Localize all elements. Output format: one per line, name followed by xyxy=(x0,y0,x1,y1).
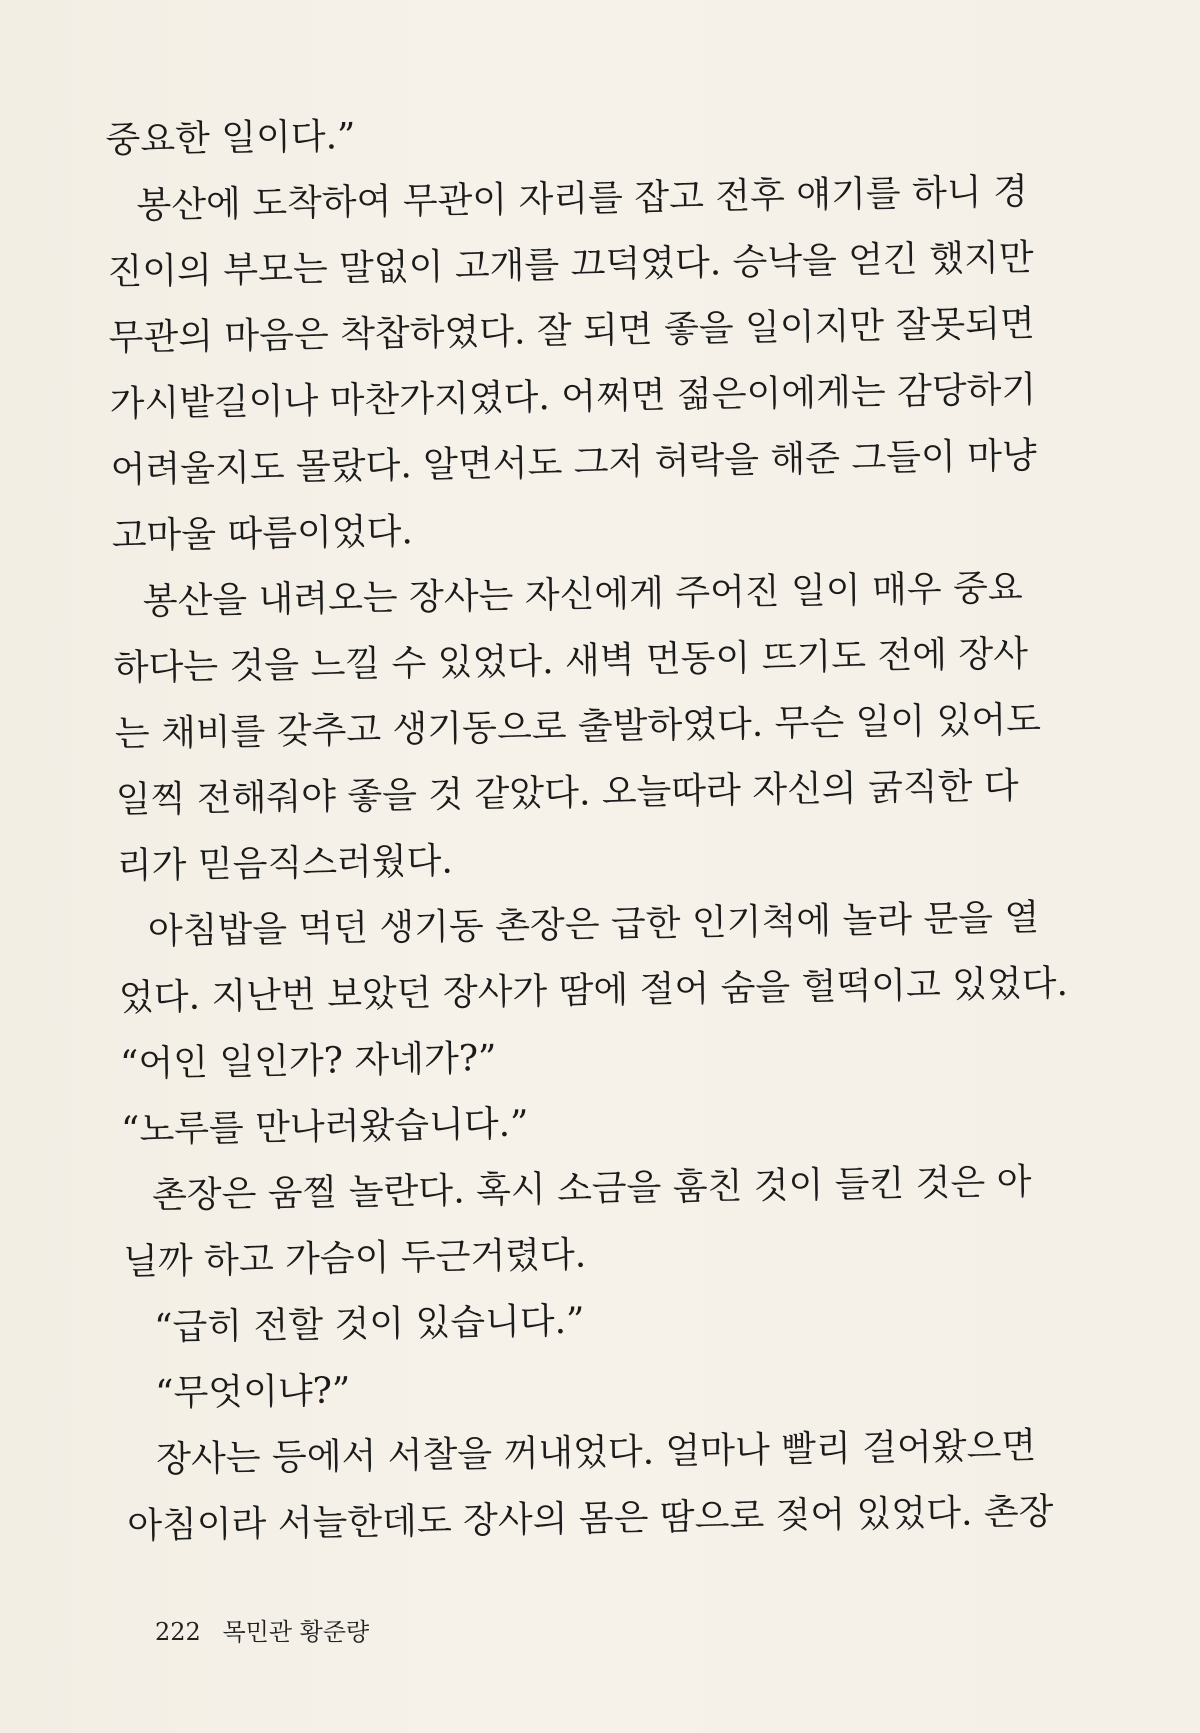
text-line: 리가 믿음직스러웠다. xyxy=(116,840,454,887)
text-line: 어려울지도 몰랐다. 알면서도 그저 허락을 해준 그들이 마냥 xyxy=(110,435,1038,491)
text-line: 촌장은 움찔 놀란다. 혹시 소금을 훔친 것이 들킨 것은 아 xyxy=(151,1161,1032,1217)
text-line: 중요한 일이다.” xyxy=(105,116,356,161)
text-line: 아침밥을 먹던 생기동 촌장은 급한 인기척에 놀라 문을 열 xyxy=(147,897,1040,953)
text-line: 봉산에 도착하여 무관이 자리를 잡고 전후 얘기를 하니 경 xyxy=(136,171,1029,227)
text-line: 진이의 부모는 말없이 고개를 끄덕였다. 승낙을 얻긴 했지만 xyxy=(107,237,1034,293)
text-line: 아침이라 서늘한데도 장사의 몸은 땀으로 젖어 있었다. 촌장 xyxy=(126,1491,1054,1547)
text-line: 하다는 것을 느낄 수 있었다. 새벽 먼동이 뜨기도 전에 장사 xyxy=(113,633,1029,689)
text-line: 었다. 지난번 보았던 장사가 땀에 절어 숨을 헐떡이고 있었다. xyxy=(118,962,1069,1019)
dialogue-line: “급히 전할 것이 있습니다.” xyxy=(153,1300,585,1349)
text-line: 무관의 마음은 착찹하였다. 잘 되면 좋을 일이지만 잘못되면 xyxy=(108,303,1036,359)
dialogue-line: “무엇이냐?” xyxy=(154,1370,351,1415)
book-title: 목민관 황준량 xyxy=(222,1618,370,1646)
text-line: 봉산을 내려오는 장사는 자신에게 주어진 일이 매우 중요 xyxy=(142,567,1023,623)
text-line: 장사는 등에서 서찰을 꺼내었다. 얼마나 빨리 걸어왔으면 xyxy=(155,1425,1037,1481)
text-line: 고마울 따름이었다. xyxy=(111,511,414,557)
page-number: 222 xyxy=(155,1618,201,1646)
page-footer xyxy=(155,1612,369,1647)
text-line: 는 채비를 갖추고 생기동으로 출발하였다. 무슨 일이 있어도 xyxy=(114,699,1042,755)
dialogue-line: “어인 일인가? 자네가?” xyxy=(119,1037,497,1085)
dialogue-line: “노루를 만나러왔습니다.” xyxy=(120,1103,529,1151)
text-line: 일찍 전해줘야 좋을 것 같았다. 오늘따라 자신의 굵직한 다 xyxy=(115,765,1019,821)
text-line: 닐까 하고 가슴이 두근거렸다. xyxy=(122,1234,587,1283)
text-line: 가시밭길이나 마찬가지였다. 어쩌면 젊은이에게는 감당하기 xyxy=(109,369,1037,425)
body-text xyxy=(105,93,1088,1560)
